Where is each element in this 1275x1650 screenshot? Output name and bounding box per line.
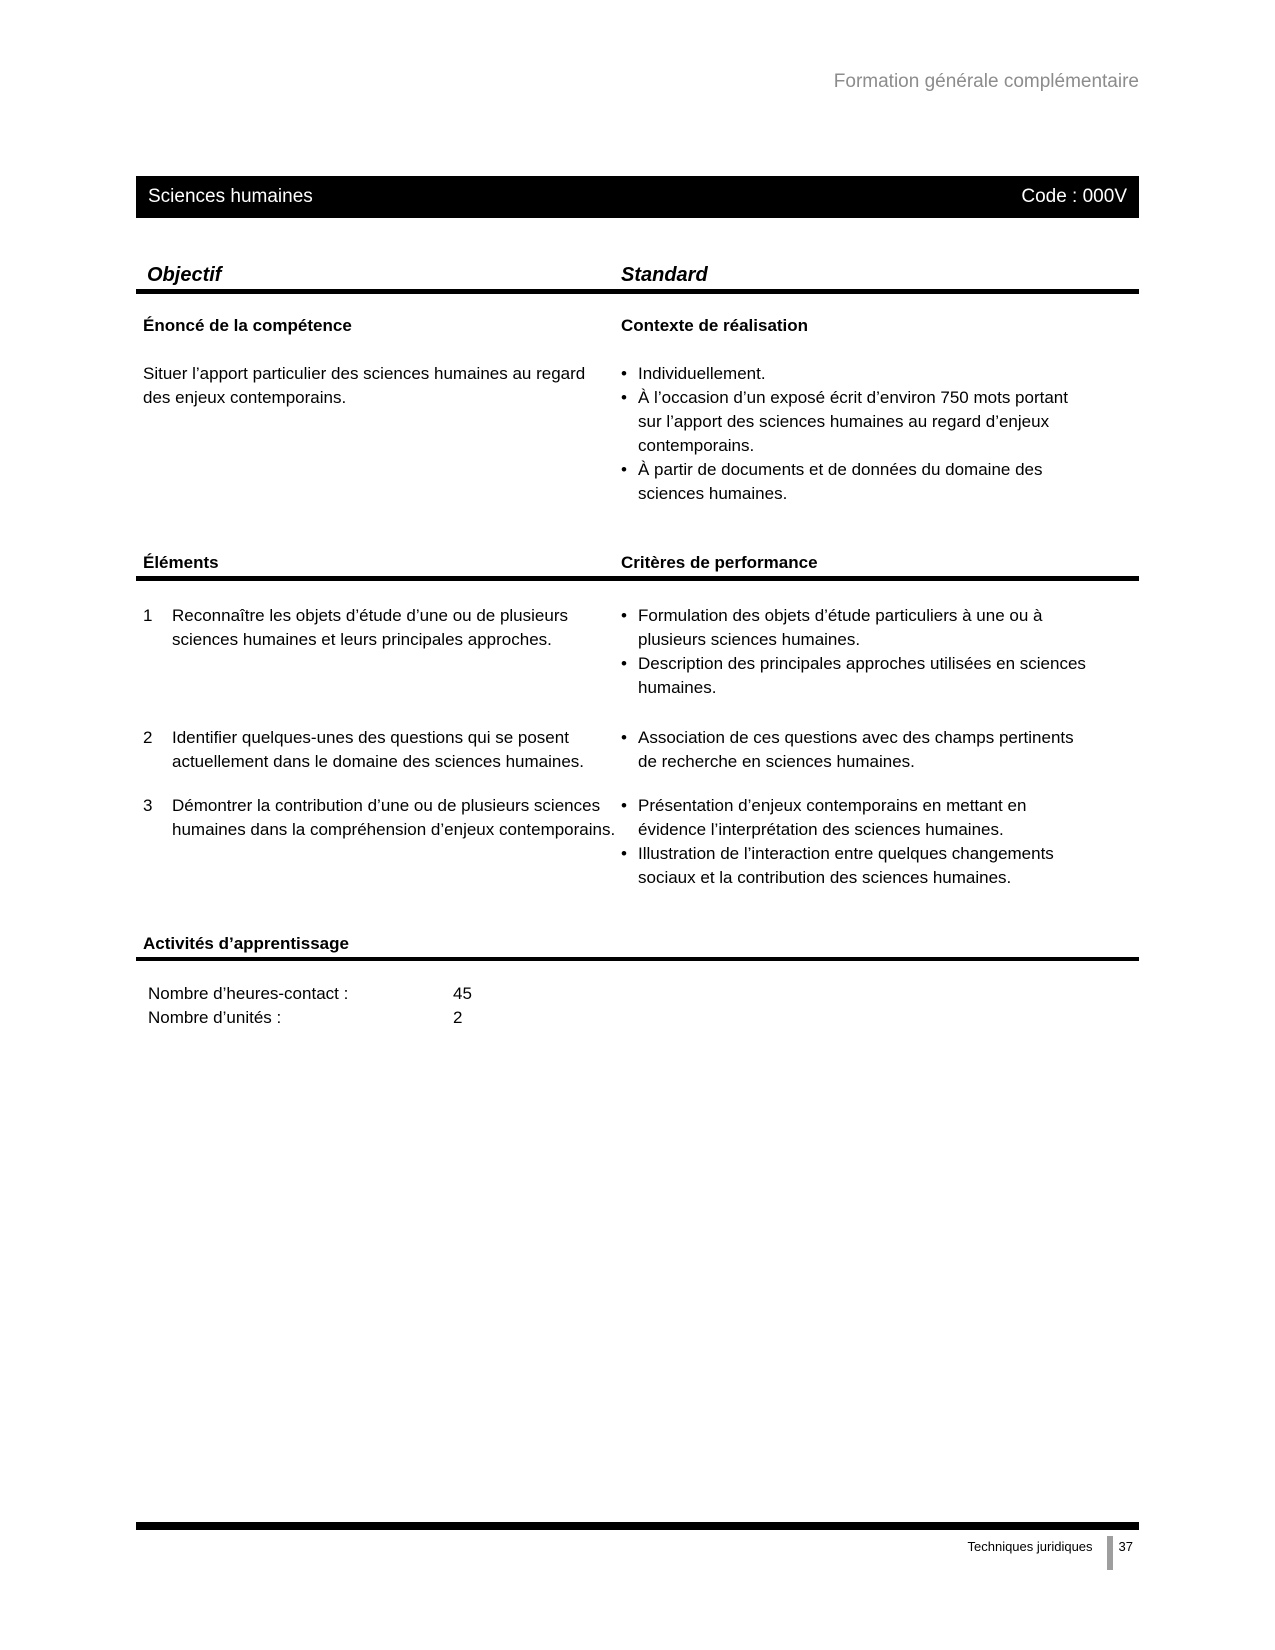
bullet-text: Individuellement.: [638, 364, 766, 383]
critere-text: Association de ces questions avec des champs pertinents de recherche en sciences humaines.: [638, 728, 1074, 771]
bullet-icon: •: [621, 388, 627, 407]
footer-page-number: 37: [1118, 1539, 1133, 1554]
element-text: Identifier quelques-unes des questions qui se posent actuellement dans le domaine des sciences humaines.: [172, 728, 585, 771]
critere-text: Présentation d’enjeux contemporains en mettant en évidence l’interprétation des sciences humaines.: [638, 796, 1027, 839]
bullet-item: [621, 652, 1139, 700]
enonce-heading: Énoncé de la compétence: [143, 316, 352, 335]
activites-rows: [136, 982, 1139, 1030]
bullet-icon: •: [621, 364, 627, 383]
bullet-icon: •: [621, 844, 627, 863]
contexte-heading: Contexte de réalisation: [621, 316, 809, 335]
units-row: [148, 1006, 1139, 1030]
units-label: Nombre d’unités :: [148, 1008, 282, 1027]
element-row-2: [136, 726, 1139, 774]
element-text: Reconnaître les objets d’étude d’une ou de plusieurs sciences humaines et leurs principales approches.: [172, 606, 568, 649]
competence-section: [136, 314, 1139, 506]
elements-heading: Éléments: [143, 553, 219, 572]
criteres-group: [621, 604, 1139, 700]
bullet-item: [621, 604, 1139, 652]
hours-value: 45: [453, 984, 472, 1003]
enonce-body: Situer l’apport particulier des sciences humaines au regard des enjeux contemporains.: [143, 364, 586, 407]
footer: [136, 1538, 1139, 1570]
activites-heading: Activités d’apprentissage: [143, 934, 349, 953]
footer-program: Techniques juridiques: [967, 1539, 1093, 1554]
divider-rule: [136, 957, 1139, 961]
bullet-item: [621, 794, 1139, 842]
objectif-standard-row: [136, 263, 1139, 288]
element-number: 3: [143, 796, 153, 815]
hours-label: Nombre d’heures-contact :: [148, 984, 349, 1003]
enonce-column: [143, 314, 621, 506]
divider-rule: [136, 576, 1139, 581]
element-item: [143, 726, 621, 774]
footer-rule: [136, 1522, 1139, 1530]
hours-row: [148, 982, 1139, 1006]
element-text: Démontrer la contribution d’une ou de plusieurs sciences humaines dans la compréhension d’enjeux contemporains.: [172, 796, 616, 839]
criteres-heading: Critères de performance: [621, 553, 818, 572]
bullet-icon: •: [621, 796, 627, 815]
objectif-heading: Objectif: [147, 264, 222, 286]
bullet-text: À partir de documents et de données du domaine des sciences humaines.: [638, 460, 1043, 503]
element-row-1: [136, 604, 1139, 700]
units-value: 2: [453, 1008, 463, 1027]
element-number: 2: [143, 728, 153, 747]
bullet-icon: •: [621, 460, 627, 479]
element-item: [143, 604, 621, 700]
course-title: Sciences humaines: [148, 186, 313, 207]
critere-text: Formulation des objets d’étude particuliers à une ou à plusieurs sciences humaines.: [638, 606, 1043, 649]
bullet-icon: •: [621, 606, 627, 625]
bullet-item: [621, 842, 1139, 890]
contexte-column: [621, 314, 1139, 506]
course-code: Code : 000V: [1021, 186, 1127, 207]
footer-page-marker: [1107, 1536, 1113, 1570]
running-header: Formation générale complémentaire: [833, 71, 1139, 92]
bullet-text: À l’occasion d’un exposé écrit d’environ 750 mots portant sur l’apport des sciences humaines au regard d’enjeux contemporains.: [638, 388, 1068, 455]
elements-rows: [136, 604, 1139, 890]
critere-text: Illustration de l’interaction entre quelques changements sociaux et la contribution des sciences humaines.: [638, 844, 1054, 887]
divider-rule: [136, 289, 1139, 294]
elements-criteres-row: [136, 551, 1139, 575]
criteres-group: [621, 794, 1139, 890]
element-item: [143, 794, 621, 890]
contexte-bullets: [621, 362, 1139, 506]
course-title-bar: [136, 176, 1139, 218]
bullet-item: [621, 362, 1139, 386]
standard-heading: Standard: [621, 264, 708, 286]
criteres-group: [621, 726, 1139, 774]
critere-text: Description des principales approches utilisées en sciences humaines.: [638, 654, 1086, 697]
bullet-icon: •: [621, 728, 627, 747]
element-number: 1: [143, 606, 153, 625]
bullet-item: [621, 726, 1139, 774]
bullet-item: [621, 386, 1139, 458]
bullet-item: [621, 458, 1139, 506]
element-row-3: [136, 794, 1139, 890]
bullet-icon: •: [621, 654, 627, 673]
